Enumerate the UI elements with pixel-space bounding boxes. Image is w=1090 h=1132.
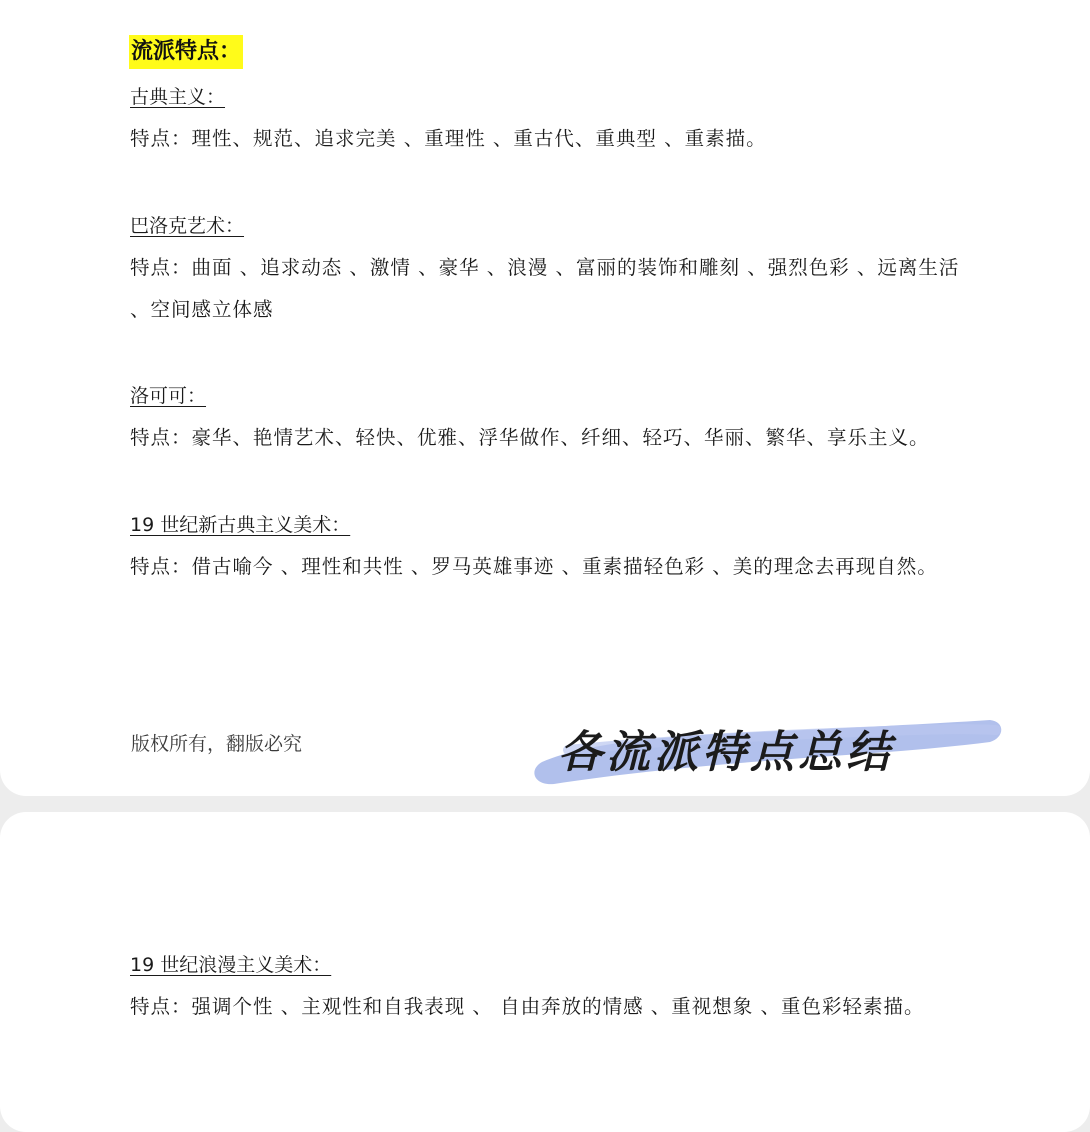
section-title-neoclassicism: 19 世纪新古典主义美术： <box>130 514 351 536</box>
copyright-notice: 版权所有，翻版必究 <box>131 733 303 755</box>
section-title-baroque: 巴洛克艺术： <box>130 215 245 237</box>
section-body-romanticism: 特点：强调个性 、主观性和自我表现 、 自由奔放的情感 、重视想象 、重色彩轻素描。 <box>130 995 925 1018</box>
main-heading: 流派特点： <box>129 35 243 69</box>
section-title-rococo: 洛可可： <box>130 385 207 407</box>
section-title-classicism: 古典主义： <box>130 86 226 108</box>
section-body-baroque: 特点：曲面 、追求动态 、激情 、豪华 、浪漫 、富丽的装饰和雕刻 、强烈色彩 、远离生活 、空间感立体感 <box>130 256 960 321</box>
summary-stamp-title: 各流派特点总结 <box>558 727 894 778</box>
section-title-romanticism: 19 世纪浪漫主义美术： <box>130 954 332 976</box>
section-body-neoclassicism: 特点：借古喻今 、理性和共性 、罗马英雄事迹 、重素描轻色彩 、美的理念去再现自然。 <box>130 555 938 578</box>
summary-stamp <box>528 702 1008 796</box>
content-card-bottom <box>0 812 1090 1132</box>
section-body-classicism: 特点：理性、规范、追求完美 、重理性 、重古代、重典型 、重素描。 <box>130 127 767 150</box>
section-body-rococo: 特点：豪华、艳情艺术、轻快、优雅、浮华做作、纤细、轻巧、华丽、繁华、享乐主义。 <box>130 426 930 449</box>
